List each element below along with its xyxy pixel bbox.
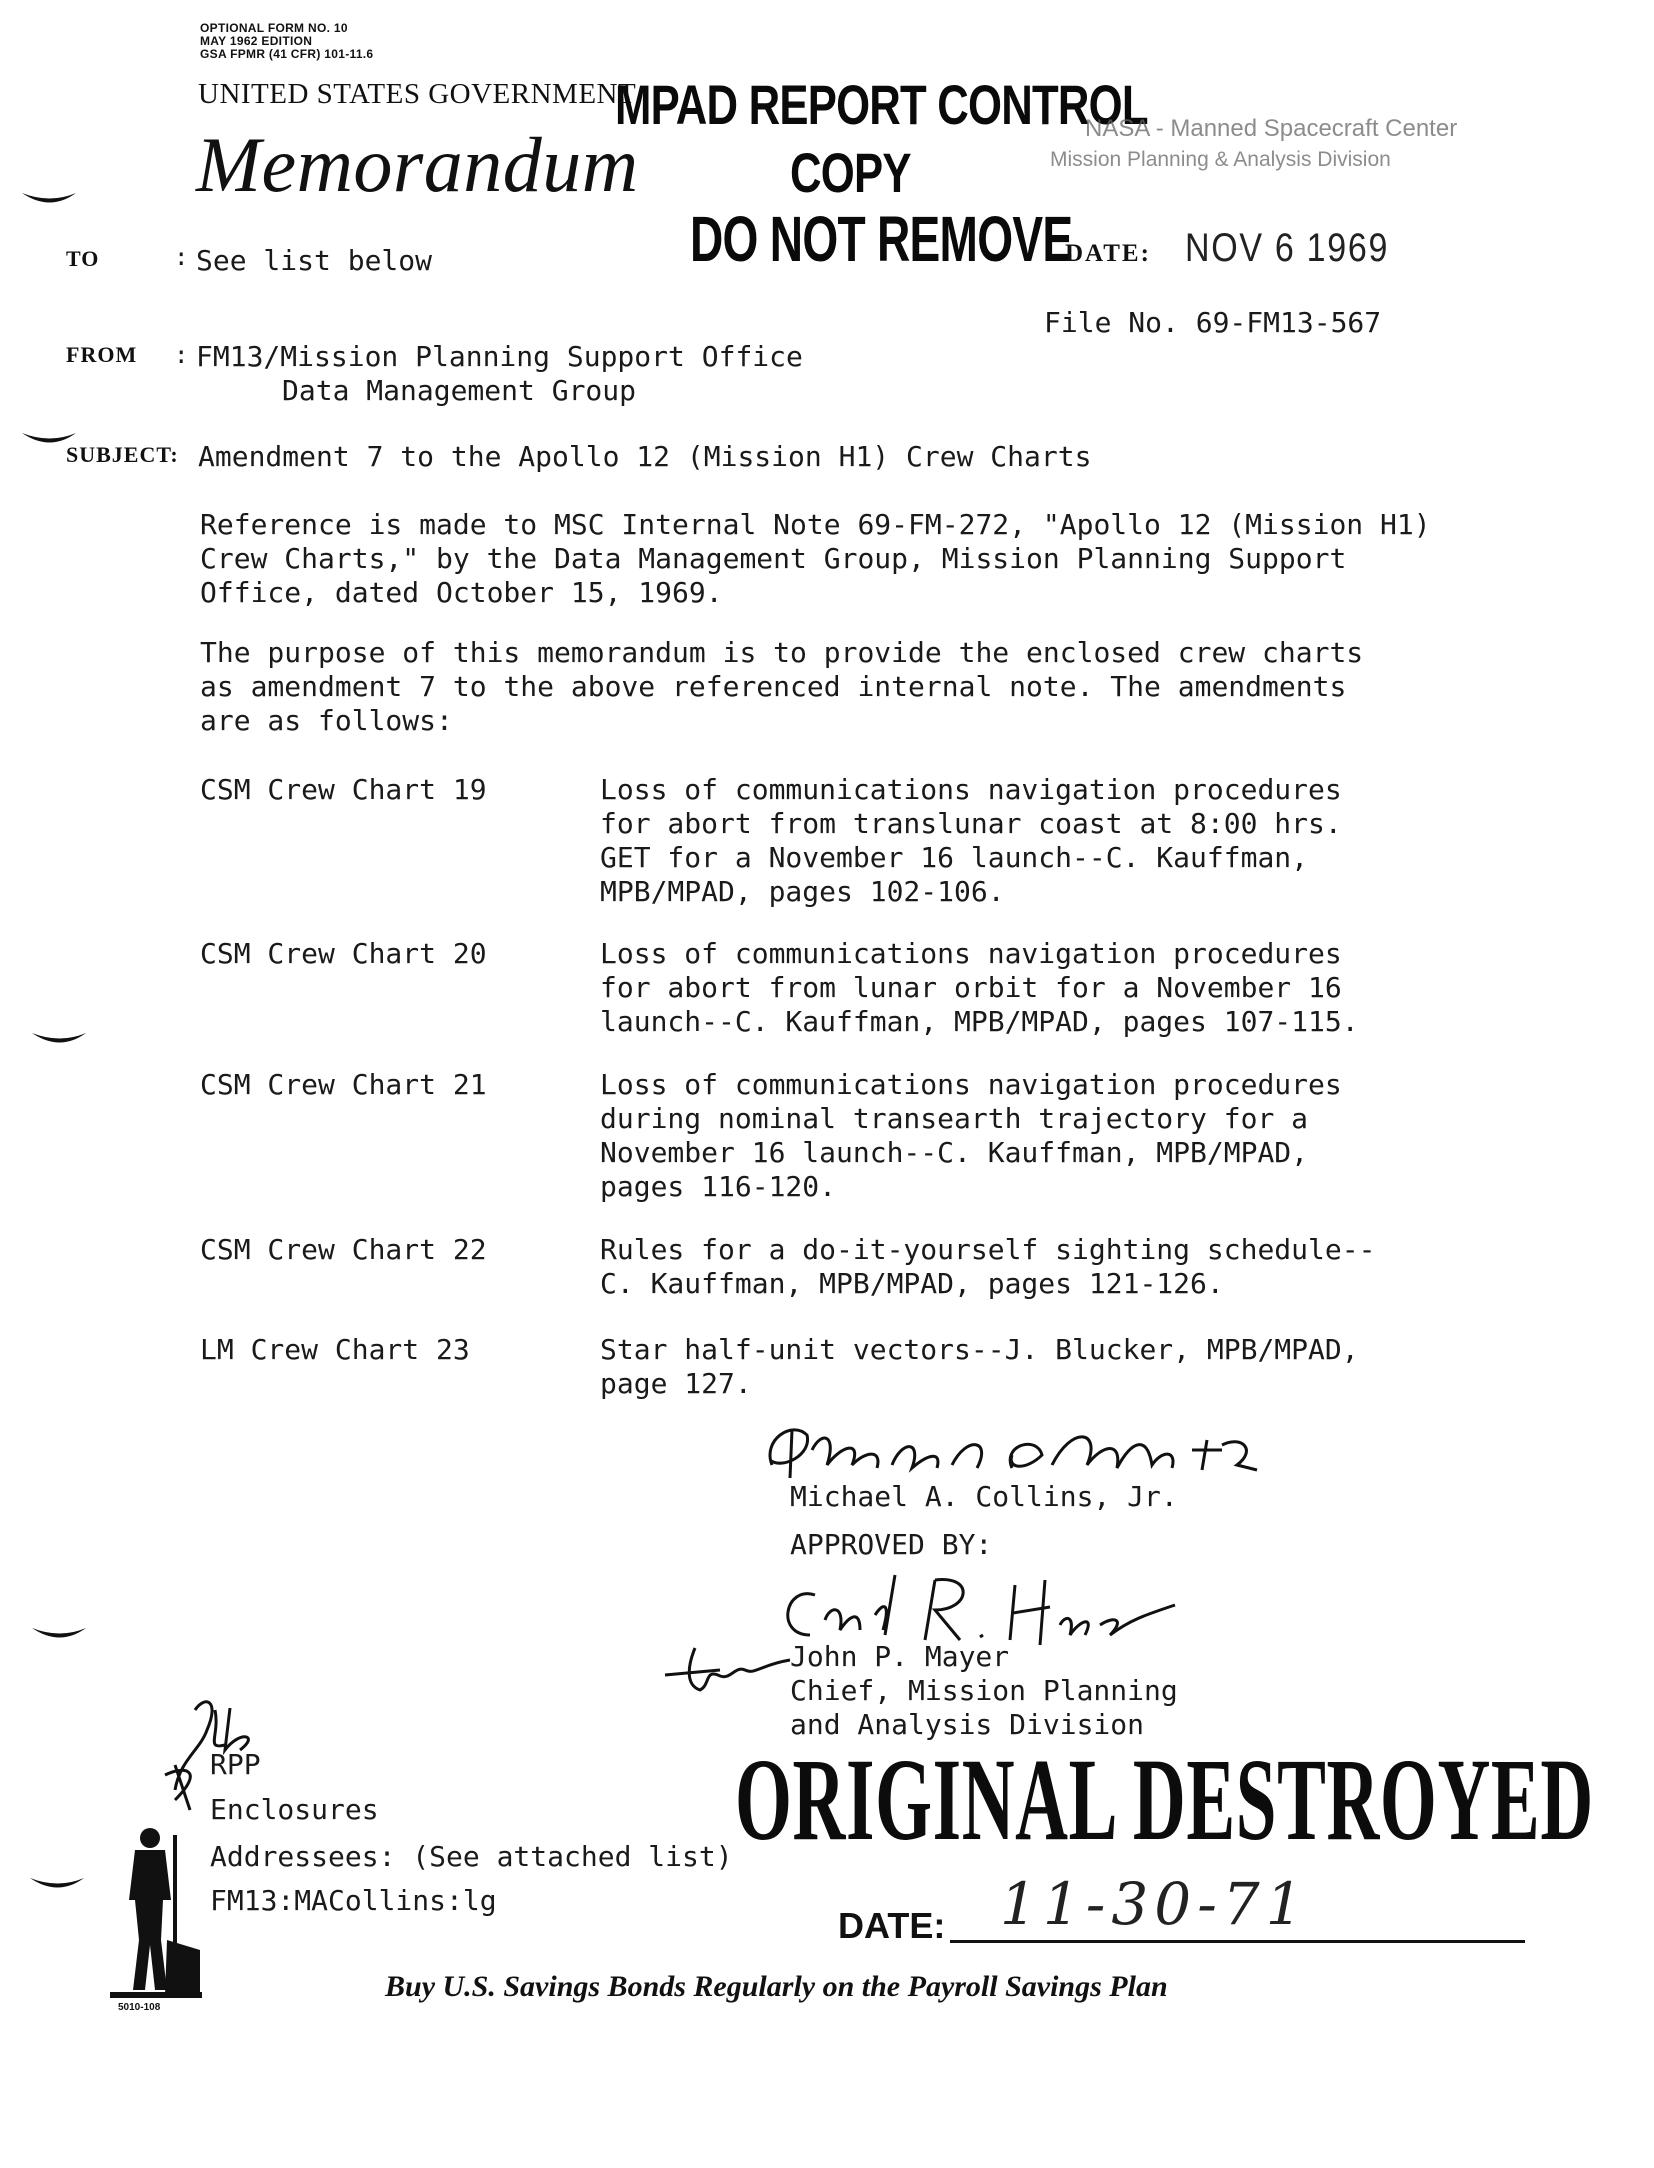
destroyed-date-label: DATE: — [838, 1905, 946, 1946]
paragraph-line: are as follows: — [200, 704, 453, 737]
to-colon: : — [174, 243, 189, 271]
margin-tick-icon — [28, 1875, 86, 1897]
typist-reference: FM13:MACollins:lg — [210, 1884, 497, 1917]
signature1-typed: Michael A. Collins, Jr. — [790, 1480, 1178, 1513]
chart-description-line: Loss of communications navigation procedures — [600, 937, 1342, 970]
form-header-line1: OPTIONAL FORM NO. 10 — [200, 21, 348, 35]
chart-list-item — [200, 773, 1450, 913]
chart-description-line: MPB/MPAD, pages 102-106. — [600, 875, 1005, 908]
approved-by: APPROVED BY: — [790, 1528, 993, 1561]
subject-value: Amendment 7 to the Apollo 12 (Mission H1) Crew Charts — [198, 440, 1092, 473]
chart-name: LM Crew Chart 23 — [200, 1333, 470, 1366]
paragraph-reference — [200, 508, 1431, 610]
chart-description-line: Loss of communications navigation procedures — [600, 1068, 1342, 1101]
chart-name: CSM Crew Chart 22 — [200, 1233, 487, 1266]
from-colon: : — [174, 341, 189, 369]
chart-description-line: GET for a November 16 launch--C. Kauffman, — [600, 841, 1309, 874]
chart-description-line: November 16 launch--C. Kauffman, MPB/MPAD, — [600, 1136, 1309, 1169]
chart-name: CSM Crew Chart 19 — [200, 773, 487, 806]
government-heading: UNITED STATES GOVERNMENT — [198, 78, 637, 110]
minuteman-logo-icon — [105, 1820, 205, 2000]
for-mark — [660, 1640, 800, 1700]
chart-description-line: C. Kauffman, MPB/MPAD, pages 121-126. — [600, 1267, 1224, 1300]
destroyed-date-value: 11-30-71 — [1000, 1870, 1309, 1938]
approver-title2: and Analysis Division — [790, 1708, 1145, 1741]
margin-tick-icon — [30, 1030, 88, 1052]
paragraph-line: Reference is made to MSC Internal Note 69-FM-272, "Apollo 12 (Mission H1) — [200, 508, 1431, 541]
approver-name: John P. Mayer — [790, 1640, 1010, 1673]
subject-label: SUBJECT: — [66, 442, 179, 467]
paragraph-line: The purpose of this memorandum is to provide the enclosed crew charts — [200, 636, 1364, 669]
chart-name: CSM Crew Chart 21 — [200, 1068, 487, 1101]
chart-description-line: launch--C. Kauffman, MPB/MPAD, pages 107-115. — [600, 1005, 1359, 1038]
paragraph-line: Office, dated October 15, 1969. — [200, 576, 723, 609]
from-line2: Data Management Group — [282, 374, 637, 407]
chart-list-item — [200, 1333, 1450, 1403]
from-label: FROM — [66, 342, 138, 367]
form-header — [200, 22, 373, 61]
from-line1: FM13/Mission Planning Support Office — [196, 340, 803, 373]
chart-description-line: pages 116-120. — [600, 1170, 837, 1203]
faded-header-line2: Mission Planning & Analysis Division — [1050, 148, 1391, 171]
chart-description — [600, 937, 1400, 1039]
memo-title: Memorandum — [196, 121, 639, 208]
chart-description-line: for abort from lunar orbit for a November 16 — [600, 971, 1342, 1004]
stamp-line-3: DO NOT REMOVE — [690, 203, 1073, 275]
chart-description-line: during nominal transearth trajectory for a — [600, 1102, 1309, 1135]
faded-header-line1: NASA - Manned Spacecraft Center — [1085, 115, 1458, 142]
original-destroyed-stamp: ORIGINAL DESTROYED — [735, 1734, 1594, 1865]
footer-slogan: Buy U.S. Savings Bonds Regularly on the Payroll Savings Plan — [385, 1970, 1168, 2003]
date-value: NOV 6 1969 — [1185, 226, 1390, 270]
paragraph-purpose — [200, 636, 1363, 738]
to-value: See list below — [196, 244, 433, 277]
chart-description — [600, 1333, 1400, 1401]
stamp-line-2: COPY — [790, 141, 911, 204]
to-label: TO — [66, 246, 100, 271]
chart-description — [600, 773, 1400, 909]
chart-list-item — [200, 937, 1450, 1047]
chart-description-line: Star half-unit vectors--J. Blucker, MPB/MPAD, — [600, 1333, 1359, 1366]
form-number: 5010-108 — [118, 2002, 161, 2013]
chart-description-line: for abort from translunar coast at 8:00 hrs. — [600, 807, 1342, 840]
form-header-line2: MAY 1962 EDITION — [200, 34, 313, 48]
signature-collins — [752, 1410, 1272, 1490]
date-label: DATE: — [1065, 240, 1151, 267]
form-header-line3: GSA FPMR (41 CFR) 101-11.6 — [200, 47, 374, 61]
chart-list-item — [200, 1233, 1450, 1303]
chart-description-line: Loss of communications navigation procedures — [600, 773, 1342, 806]
stamp-line-1: MPAD REPORT CONTROL — [615, 73, 1148, 136]
addressees: Addressees: (See attached list) — [210, 1840, 733, 1873]
margin-tick-icon — [30, 1625, 88, 1647]
chart-description — [600, 1068, 1400, 1204]
paragraph-line: Crew Charts," by the Data Management Group, Mission Planning Support — [200, 542, 1347, 575]
enclosures: Enclosures — [210, 1793, 379, 1826]
approver-title1: Chief, Mission Planning — [790, 1674, 1178, 1707]
chart-description-line: Rules for a do-it-yourself sighting schedule-- — [600, 1233, 1376, 1266]
margin-tick-icon — [20, 190, 78, 212]
chart-list-item — [200, 1068, 1450, 1208]
file-number: File No. 69-FM13-567 — [1044, 306, 1382, 339]
chart-description — [600, 1233, 1400, 1301]
chart-description-line: page 127. — [600, 1367, 752, 1400]
paragraph-line: as amendment 7 to the above referenced internal note. The amendments — [200, 670, 1347, 703]
destroyed-date-line — [950, 1940, 1525, 1943]
chart-name: CSM Crew Chart 20 — [200, 937, 487, 970]
initials-typed: RPP — [210, 1748, 261, 1781]
